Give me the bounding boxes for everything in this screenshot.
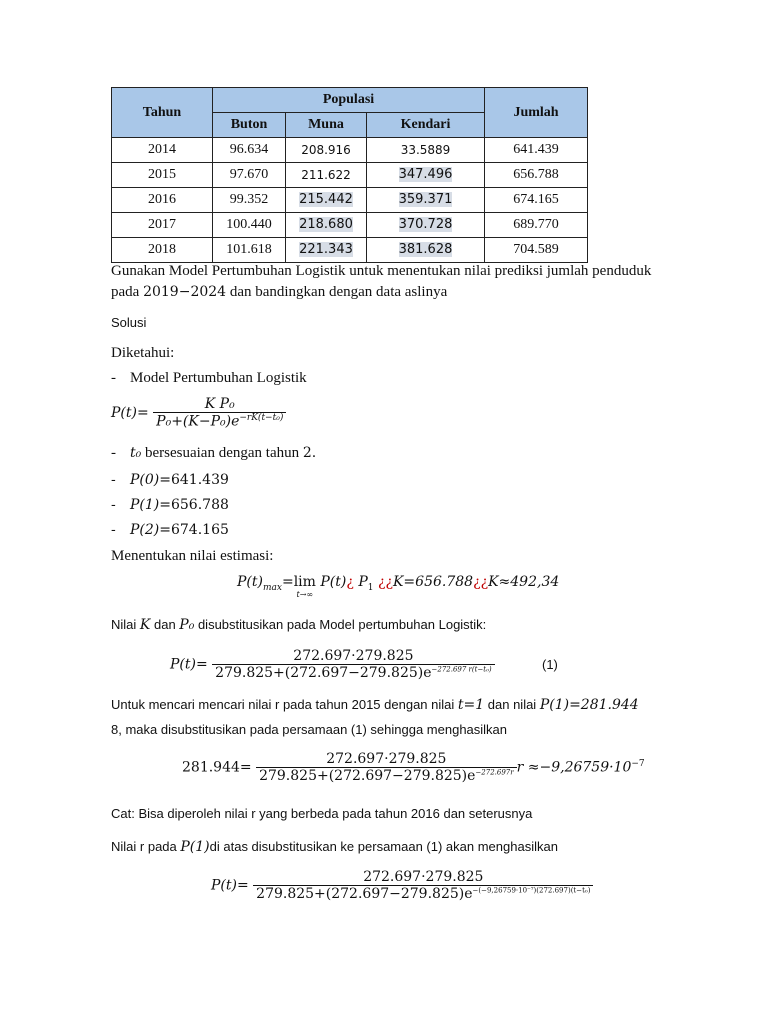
eq2-denominator: 279.825+(272.697−279.825)e xyxy=(215,665,432,681)
cell-kendari-value: 370.728 xyxy=(398,217,453,232)
eq1-exponent: −rK(t−t₀) xyxy=(239,413,284,423)
est-q2: ¿¿ xyxy=(377,574,393,590)
est-pt: P(t) xyxy=(320,574,347,590)
cell-buton: 97.670 xyxy=(213,163,286,188)
year-range: 2019−2024 xyxy=(143,284,227,300)
cell-kendari xyxy=(367,163,485,188)
nilai-r-post: di atas disubstitusikan ke persamaan (1) akan menghasilkan xyxy=(209,839,558,854)
eq4-denominator: 279.825+(272.697−279.825)e xyxy=(256,886,473,902)
eq3-denominator: 279.825+(272.697−279.825)e xyxy=(259,768,476,784)
nilai-p0-symbol: P₀ xyxy=(179,617,195,633)
eq3-numerator: 272.697·279.825 xyxy=(326,751,447,767)
cell-kendari xyxy=(367,213,485,238)
p0-label: P(0) xyxy=(130,472,160,488)
equation-solve-r xyxy=(182,751,645,784)
eq3-rhs: r ≈−9,26759·10 xyxy=(516,759,632,776)
est-lhs-sub: max xyxy=(262,582,282,593)
cat-note: Cat: Bisa diperoleh nilai r yang berbeda pada tahun 2016 dan seterusnya xyxy=(111,806,533,821)
p1-value: =656.788 xyxy=(159,497,229,513)
cell-kendari-value: 381.628 xyxy=(398,242,453,257)
nilai-k-mid: dan xyxy=(150,617,180,632)
cell-buton: 100.440 xyxy=(213,213,286,238)
cell-muna xyxy=(286,238,367,263)
cell-year: 2014 xyxy=(112,138,213,163)
est-p1: P xyxy=(358,574,368,590)
t0-text: bersesuaian dengan tahun xyxy=(141,445,303,461)
cell-year: 2018 xyxy=(112,238,213,263)
cell-buton: 101.618 xyxy=(213,238,286,263)
eq4-numerator: 272.697·279.825 xyxy=(363,869,484,885)
est-lim: lim xyxy=(293,574,316,590)
cell-muna-value: 218.680 xyxy=(299,217,353,232)
nilai-r-line xyxy=(111,839,558,855)
table-row xyxy=(112,163,588,188)
cell-muna xyxy=(286,188,367,213)
intro-line-2 xyxy=(111,284,751,301)
cari-p1: P(1)=281.944 xyxy=(539,697,639,713)
eq4-lhs: P(t)= xyxy=(211,877,249,894)
bullet-t0: - t₀ bersesuaian dengan tahun 2. xyxy=(111,445,317,461)
cari-pre: Untuk mencari mencari nilai r pada tahun 2015 dengan nilai xyxy=(111,697,458,712)
intro-line-1: Gunakan Model Pertumbuhan Logistik untuk menentukan nilai prediksi jumlah penduduk xyxy=(111,263,652,279)
bullet-p0: - P(0)=641.439 xyxy=(111,472,229,488)
bullet-model-text: Model Pertumbuhan Logistik xyxy=(130,370,307,386)
p2-label: P(2) xyxy=(130,522,160,538)
cell-kendari: 33.5889 xyxy=(367,138,485,163)
eq2-exponent: −272.697 r(t−t₀) xyxy=(431,665,492,674)
est-lhs: P(t) xyxy=(237,574,263,590)
nilai-r-pre: Nilai r pada xyxy=(111,839,181,854)
cell-muna-value: 215.442 xyxy=(299,192,353,207)
eq4-exponent: −(−9,26759·10⁻⁷)(272.697)(t−t₀) xyxy=(472,886,591,895)
nilai-k-line xyxy=(111,617,486,633)
est-p1-sub: 1 xyxy=(367,582,374,593)
eq2-numerator: 272.697·279.825 xyxy=(293,648,414,664)
cell-total: 656.788 xyxy=(485,163,588,188)
cell-total: 689.770 xyxy=(485,213,588,238)
cell-buton: 96.634 xyxy=(213,138,286,163)
table-row xyxy=(112,138,588,163)
diketahui-heading: Diketahui: xyxy=(111,345,175,361)
cari-line-1 xyxy=(111,697,639,713)
est-approx: K≈492,34 xyxy=(488,574,560,590)
cell-total: 674.165 xyxy=(485,188,588,213)
bullet-p2: - P(2)=674.165 xyxy=(111,522,229,538)
eq3-exponent: −272.697r xyxy=(475,768,514,777)
equation-final xyxy=(211,869,593,902)
cell-kendari-value: 347.496 xyxy=(398,167,453,182)
equation-1 xyxy=(170,648,495,681)
eq1-numerator: K P₀ xyxy=(204,396,235,412)
cari-line-2: 8, maka disubstitusikan pada persamaan (1) sehingga menghasilkan xyxy=(111,722,508,737)
population-table xyxy=(111,87,588,263)
header-kendari: Kendari xyxy=(367,113,485,138)
table-row xyxy=(112,188,588,213)
cari-t1: t=1 xyxy=(457,697,485,713)
header-total: Jumlah xyxy=(485,88,588,138)
bullet-p1: - P(1)=656.788 xyxy=(111,497,229,513)
est-lim-sub: t→∞ xyxy=(296,590,314,599)
nilai-k-symbol: K xyxy=(139,617,151,633)
eq3-rhs-exp: −7 xyxy=(631,758,645,769)
cell-buton: 99.352 xyxy=(213,188,286,213)
table-row xyxy=(112,213,588,238)
t0-year: 2. xyxy=(302,445,317,461)
header-buton: Buton xyxy=(213,113,286,138)
p2-value: =674.165 xyxy=(159,522,229,538)
table-row xyxy=(112,238,588,263)
equation-1-tag: (1) xyxy=(542,657,558,672)
estimasi-heading: Menentukan nilai estimasi: xyxy=(111,548,274,564)
eq3-lhs: 281.944= xyxy=(182,759,252,776)
est-q3: ¿¿ xyxy=(473,574,489,590)
header-muna: Muna xyxy=(286,113,367,138)
est-kval: K=656.788 xyxy=(392,574,474,590)
nilai-k-post: disubstitusikan pada Model pertumbuhan Logistik: xyxy=(194,617,487,632)
cell-total: 704.589 xyxy=(485,238,588,263)
cell-muna xyxy=(286,213,367,238)
eq1-denominator: P₀+(K−P₀)e xyxy=(156,413,240,430)
intro-line-2-pre: pada xyxy=(111,284,144,300)
equation-estimation: $P(t)_{max}=$ lim t→∞ P(t)¿ $P_1$ ¿¿K=656.788¿¿K≈492,34 xyxy=(237,574,560,599)
equation-logistic-model xyxy=(111,396,286,430)
cell-kendari xyxy=(367,238,485,263)
eq1-lhs: P(t)= xyxy=(111,404,149,421)
cell-muna-value: 221.343 xyxy=(299,242,353,257)
bullet-model: - Model Pertumbuhan Logistik xyxy=(111,370,307,386)
p1-label: P(1) xyxy=(130,497,160,513)
cell-kendari xyxy=(367,188,485,213)
header-year: Tahun xyxy=(112,88,213,138)
solusi-label: Solusi xyxy=(111,315,147,330)
nilai-r-p1: P(1) xyxy=(180,839,210,855)
cell-year: 2016 xyxy=(112,188,213,213)
p0-value: =641.439 xyxy=(159,472,229,488)
eq2-lhs: P(t)= xyxy=(170,656,208,673)
cell-year: 2015 xyxy=(112,163,213,188)
cell-year: 2017 xyxy=(112,213,213,238)
cell-muna: 208.916 xyxy=(286,138,367,163)
header-population: Populasi xyxy=(213,88,485,113)
cell-total: 641.439 xyxy=(485,138,588,163)
est-q1: ¿ xyxy=(346,574,354,590)
t0-symbol: t₀ xyxy=(130,445,142,461)
intro-line-2-post: dan bandingkan dengan data aslinya xyxy=(226,284,448,300)
cell-kendari-value: 359.371 xyxy=(398,192,453,207)
nilai-k-pre: Nilai xyxy=(111,617,140,632)
cell-muna: 211.622 xyxy=(286,163,367,188)
cari-mid: dan nilai xyxy=(484,697,540,712)
